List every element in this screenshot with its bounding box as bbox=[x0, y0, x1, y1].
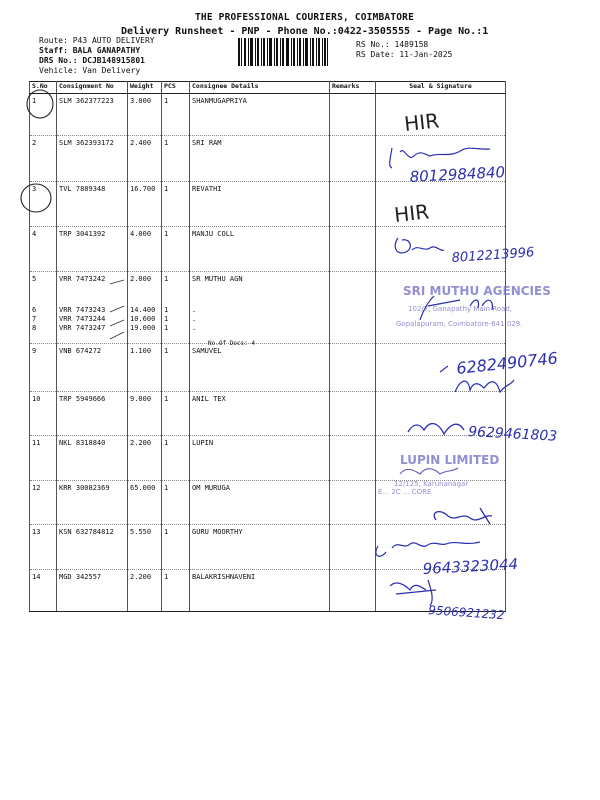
no-of-docs: No.Of Docs: 4 bbox=[208, 340, 255, 347]
runsheet-table bbox=[29, 81, 506, 612]
col-consignment: Consignment No bbox=[57, 82, 128, 94]
row-pcs: 1 bbox=[164, 275, 169, 283]
row-remarks bbox=[330, 481, 376, 525]
row-consignment: TRP 3041392 bbox=[57, 227, 128, 272]
sign-row3: HIR bbox=[393, 199, 431, 227]
row-signature bbox=[376, 136, 506, 182]
row-signature bbox=[376, 392, 506, 436]
row-sno: 7 bbox=[32, 315, 37, 323]
row-pcs-group bbox=[162, 272, 190, 344]
row-consignee: . bbox=[192, 306, 197, 314]
table-row bbox=[30, 436, 506, 481]
row-sno: 8 bbox=[32, 324, 37, 332]
row-weight: 4.000 bbox=[128, 227, 162, 272]
row-pcs: 1 bbox=[162, 570, 190, 612]
col-weight: Weight bbox=[128, 82, 162, 94]
row-signature bbox=[376, 481, 506, 525]
row-pcs: 1 bbox=[162, 392, 190, 436]
rs-number: RS No.: 1489158 bbox=[356, 40, 429, 49]
row-consignee: OM MURUGA bbox=[190, 481, 330, 525]
row-weight: 2.200 bbox=[128, 570, 162, 612]
table-row bbox=[30, 227, 506, 272]
row-weight: 3.000 bbox=[128, 94, 162, 136]
row-sno: 14 bbox=[30, 570, 57, 612]
stamp-sri-muthu-addr1: 102/7, Ganapathy Main Road, bbox=[408, 305, 513, 313]
phone-row9: 6282490746 bbox=[455, 348, 559, 378]
row-sno: 3 bbox=[30, 182, 57, 227]
row-remarks bbox=[330, 136, 376, 182]
row-consignee: SAMUVEL bbox=[190, 344, 330, 392]
row-consignee: REVATHI bbox=[190, 182, 330, 227]
table-row bbox=[30, 392, 506, 436]
row-pcs: 1 bbox=[162, 94, 190, 136]
row-consignment: VNB 674272 bbox=[57, 344, 128, 392]
row-weight: 9.000 bbox=[128, 392, 162, 436]
stamp-lupin-city: E... 2C ... CORE bbox=[378, 488, 432, 496]
row-weight: 5.550 bbox=[128, 525, 162, 570]
row-weight-group bbox=[128, 272, 162, 344]
row-remarks bbox=[330, 525, 376, 570]
row-consignment: SLM 362393172 bbox=[57, 136, 128, 182]
phone-row14: 9506921232 bbox=[427, 603, 505, 623]
row-weight: 2.200 bbox=[128, 436, 162, 481]
row-remarks bbox=[330, 344, 376, 392]
row-signature bbox=[376, 227, 506, 272]
table-row bbox=[30, 94, 506, 136]
row-sno: 5 bbox=[32, 275, 37, 283]
row-pcs: 1 bbox=[162, 227, 190, 272]
drs-number: DRS No.: DCJB148915801 bbox=[39, 56, 145, 65]
row-pcs: 1 bbox=[164, 315, 169, 323]
row-weight: 19.000 bbox=[130, 324, 156, 332]
stamp-sri-muthu-addr2: Gopalapuram, Coimbatore-641 029. bbox=[396, 320, 523, 328]
phone-row2: 8012984840 bbox=[409, 163, 506, 186]
staff-label: Staff: BALA GANAPATHY bbox=[39, 46, 141, 55]
runsheet-info-right bbox=[356, 40, 452, 60]
sign-row1: HIR bbox=[403, 108, 441, 136]
row-consignment: KRR 30082369 bbox=[57, 481, 128, 525]
row-remarks bbox=[330, 570, 376, 612]
route-label: Route: P43 AUTO DELIVERY bbox=[39, 36, 155, 45]
row-pcs: 1 bbox=[162, 182, 190, 227]
row-remarks bbox=[330, 227, 376, 272]
row-consignee: GURU MOORTHY bbox=[190, 525, 330, 570]
row-sno: 1 bbox=[30, 94, 57, 136]
row-weight: 14.400 bbox=[130, 306, 156, 314]
row-sno: 9 bbox=[30, 344, 57, 392]
row-remarks bbox=[330, 94, 376, 136]
row-pcs: 1 bbox=[162, 136, 190, 182]
row-consignee: SR MUTHU AGN bbox=[192, 275, 243, 283]
row-remarks bbox=[330, 182, 376, 227]
row-consignment-group bbox=[57, 272, 128, 344]
runsheet-info-left bbox=[39, 36, 155, 76]
table-row bbox=[30, 182, 506, 227]
row-consignment: TRP 5949666 bbox=[57, 392, 128, 436]
row-signature bbox=[376, 272, 506, 344]
row-consignment: VRR 7473244 bbox=[59, 315, 106, 323]
row-sno: 10 bbox=[30, 392, 57, 436]
col-remarks: Remarks bbox=[330, 82, 376, 94]
row-remarks bbox=[330, 272, 376, 344]
row-sno: 13 bbox=[30, 525, 57, 570]
row-signature bbox=[376, 344, 506, 392]
row-consignee: . bbox=[192, 324, 197, 332]
row-pcs: 1 bbox=[164, 306, 169, 314]
row-consignment: SLM 362377223 bbox=[57, 94, 128, 136]
row-sno: 12 bbox=[30, 481, 57, 525]
vehicle-label: Vehicle: Van Delivery bbox=[39, 66, 141, 75]
row-pcs: 1 bbox=[162, 481, 190, 525]
row-sno-group bbox=[30, 272, 57, 344]
row-pcs: 1 bbox=[162, 436, 190, 481]
row-consignee: . bbox=[192, 315, 197, 323]
table-row bbox=[30, 570, 506, 612]
phone-row10: 9629461803 bbox=[467, 424, 558, 445]
table-header-row bbox=[30, 82, 506, 94]
row-signature bbox=[376, 182, 506, 227]
phone-row13: 9643323044 bbox=[422, 555, 519, 578]
row-pcs: 1 bbox=[162, 525, 190, 570]
table-row-group bbox=[30, 272, 506, 344]
row-sno: 4 bbox=[30, 227, 57, 272]
row-consignee: MANJU COLL bbox=[190, 227, 330, 272]
row-consignee: SRI RAM bbox=[190, 136, 330, 182]
col-sno: S.No bbox=[30, 82, 57, 94]
barcode bbox=[238, 38, 328, 66]
row-consignment: VRR 7473243 bbox=[59, 306, 106, 314]
row-signature bbox=[376, 436, 506, 481]
row-weight: 2.400 bbox=[128, 136, 162, 182]
row-pcs: 1 bbox=[164, 324, 169, 332]
row-consignment: TVL 7889348 bbox=[57, 182, 128, 227]
row-sno: 6 bbox=[32, 306, 37, 314]
row-weight: 2.000 bbox=[130, 275, 152, 283]
stamp-lupin-name: LUPIN LIMITED bbox=[400, 453, 500, 467]
row-sno: 11 bbox=[30, 436, 57, 481]
col-consignee: Consignee Details bbox=[190, 82, 330, 94]
stamp-sri-muthu-name: SRI MUTHU AGENCIES bbox=[403, 284, 551, 298]
row-consignee: ANIL TEX bbox=[190, 392, 330, 436]
row-signature bbox=[376, 570, 506, 612]
row-sno: 2 bbox=[30, 136, 57, 182]
col-pcs: PCS bbox=[162, 82, 190, 94]
row-weight: 16.700 bbox=[128, 182, 162, 227]
row-consignee: LUPIN bbox=[190, 436, 330, 481]
row-consignee: BALAKRISHNAVENI bbox=[190, 570, 330, 612]
table-row bbox=[30, 525, 506, 570]
table-row bbox=[30, 344, 506, 392]
row-consignment: VRR 7473242 bbox=[59, 275, 106, 283]
row-signature bbox=[376, 94, 506, 136]
row-remarks bbox=[330, 392, 376, 436]
stamp-lupin-addr: 12/125, Karunanagar bbox=[394, 480, 469, 488]
runsheet-subtitle: Delivery Runsheet - PNP - Phone No.:0422-3505555 - Page No.:1 bbox=[121, 26, 489, 37]
table-row bbox=[30, 136, 506, 182]
row-weight: 65.000 bbox=[128, 481, 162, 525]
row-weight: 10.600 bbox=[130, 315, 156, 323]
row-pcs: 1 bbox=[162, 344, 190, 392]
row-consignment: VRR 7473247 bbox=[59, 324, 106, 332]
row-consignment: MGD 342557 bbox=[57, 570, 128, 612]
table-row bbox=[30, 481, 506, 525]
row-weight: 1.100 bbox=[128, 344, 162, 392]
company-name: THE PROFESSIONAL COURIERS, COIMBATORE bbox=[195, 12, 415, 23]
row-remarks bbox=[330, 436, 376, 481]
row-signature bbox=[376, 525, 506, 570]
rs-date: RS Date: 11-Jan-2025 bbox=[356, 50, 453, 59]
row-consignee-group bbox=[190, 272, 330, 344]
phone-row4: 8012213996 bbox=[451, 245, 535, 266]
row-consignee: SHANMUGAPRIYA bbox=[190, 94, 330, 136]
row-consignment: NKL 8318840 bbox=[57, 436, 128, 481]
col-seal-signature: Seal & Signature bbox=[376, 82, 506, 94]
row-consignment: KSN 632784812 bbox=[57, 525, 128, 570]
